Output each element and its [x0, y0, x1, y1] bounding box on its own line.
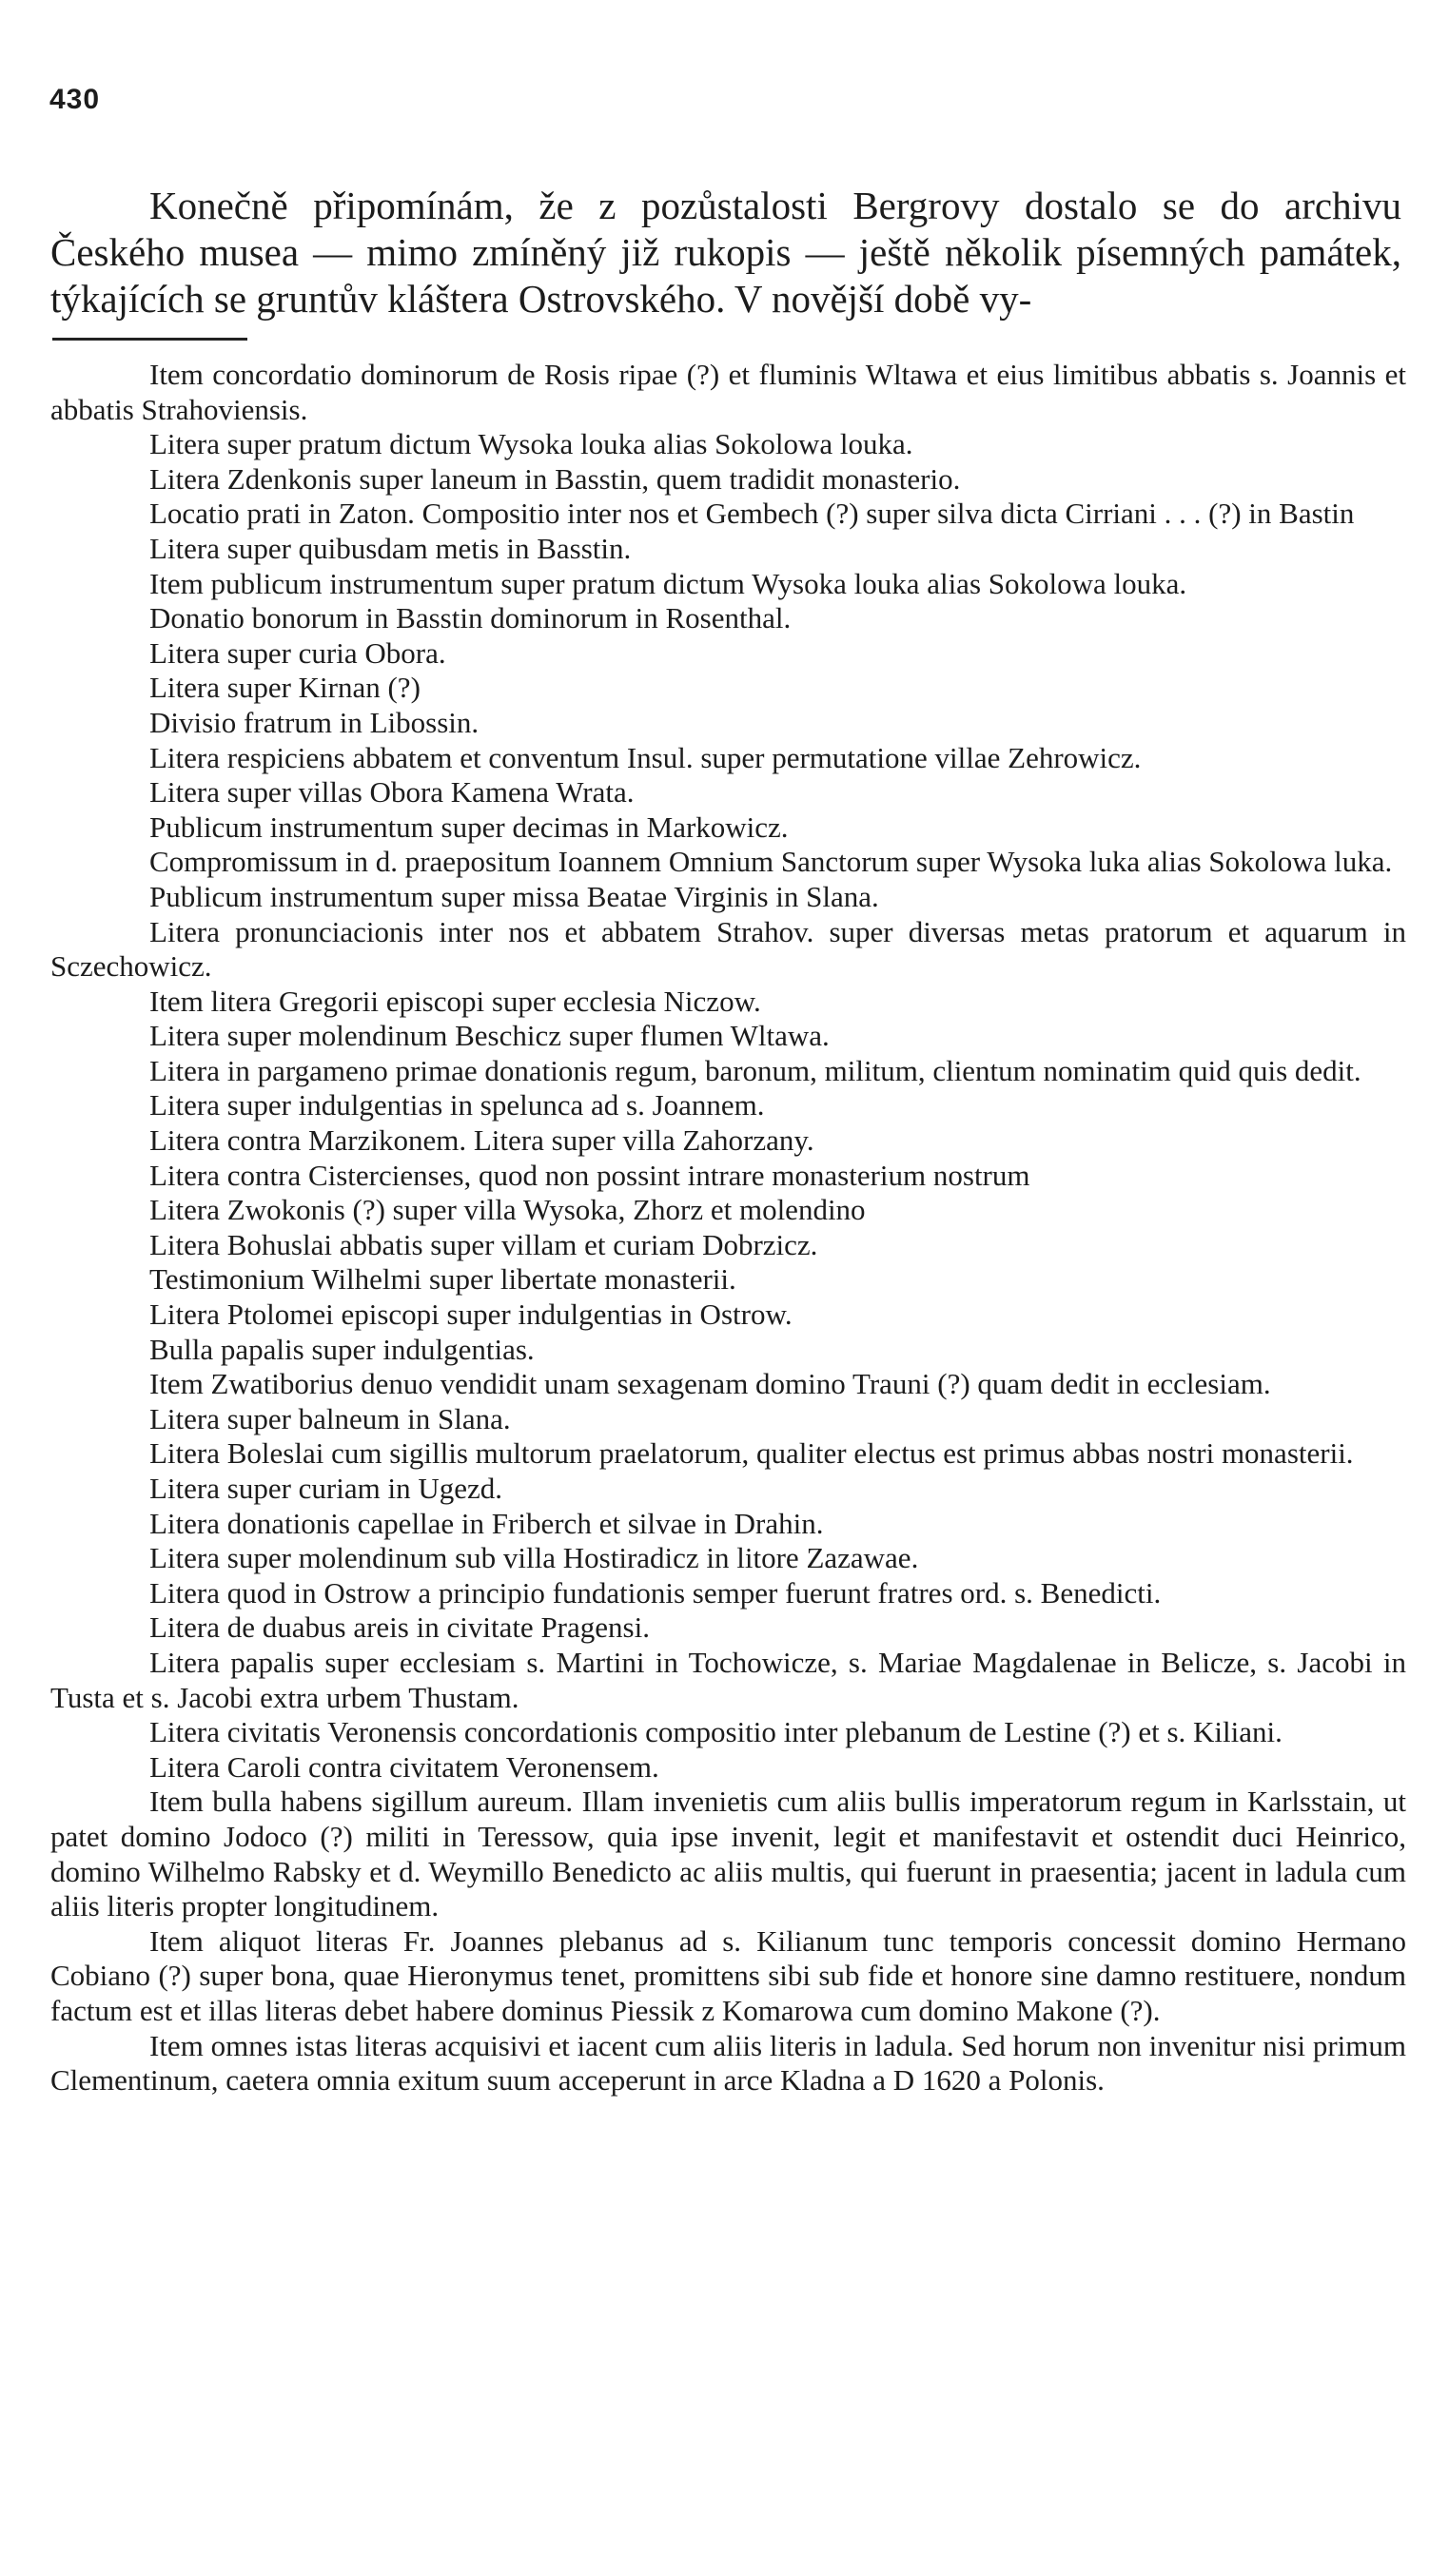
footnote-entry: Litera in pargameno primae donationis regum, baronum, militum, clientum nominatim quid quis dedit.	[149, 1053, 1361, 1087]
footnote-entry: Locatio prati in Zaton. Compositio inter nos et Gembech (?) super silva dicta Cirriani . . . (?) in Bastin	[149, 497, 1355, 531]
footnote-entry: Litera super indulgentias in spelunca ad s. Joannem.	[149, 1088, 765, 1122]
footnote-entry: Litera super balneum in Slana.	[149, 1401, 511, 1435]
footnote-entry: Item litera Gregorii episcopi super ecclesia Niczow.	[149, 984, 761, 1018]
footnote-entry: Litera papalis super ecclesiam s. Martini in Tochowicze, s. Mariae Magdalenae in Belicze, s. Jacobi in Tusta et s. Jacobi extra urbem Thustam.	[50, 1645, 1406, 1714]
footnote-entry: Litera contra Marzikonem. Litera super villa Zahorzany.	[149, 1123, 814, 1158]
footnote-entry: Litera super curia Obora.	[149, 635, 446, 670]
footnote-entry: Litera Caroli contra civitatem Veronensem.	[149, 1749, 659, 1784]
footnote-entry: Litera civitatis Veronensis concordationis compositio inter plebanum de Lestine (?) et s. Kiliani.	[149, 1715, 1283, 1749]
footnote-entry: Publicum instrumentum super decimas in Markowicz.	[149, 810, 789, 844]
footnote-entry: Item omnes istas literas acquisivi et iacent cum aliis literis in ladula. Sed horum non invenitur nisi primum Clementinum, caetera omnia exitum suum acceperunt in arce Kladna a D 1620 a Polonis.	[50, 2028, 1406, 2098]
intro-paragraph	[50, 183, 1401, 322]
footnote-entry: Litera super molendinum Beschicz super flumen Wltawa.	[149, 1019, 830, 1053]
footnote-separator	[52, 338, 247, 341]
footnote-list	[50, 358, 1406, 2098]
footnote-entry: Litera contra Cistercienses, quod non possint intrare monasterium nostrum	[149, 1158, 1030, 1192]
footnote-entry: Litera Zwokonis (?) super villa Wysoka, Zhorz et molendino	[149, 1193, 866, 1227]
footnote-entry: Donatio bonorum in Basstin dominorum in Rosenthal.	[149, 601, 792, 635]
footnote-entry: Litera super curiam in Ugezd.	[149, 1472, 502, 1505]
footnote-entry: Litera Ptolomei episcopi super indulgentias in Ostrow.	[149, 1298, 793, 1332]
footnote-entry: Litera respiciens abbatem et conventum Insul. super permutatione villae Zehrowicz.	[149, 740, 1142, 774]
footnote-entry: Litera super pratum dictum Wysoka louka alias Sokolowa louka.	[149, 427, 913, 461]
footnote-entry: Litera pronunciacionis inter nos et abbatem Strahov. super diversas metas pratorum et aquarum in Sczechowicz.	[50, 914, 1406, 984]
footnote-entry: Litera quod in Ostrow a principio fundationis semper fuerunt fratres ord. s. Benedicti.	[149, 1575, 1162, 1610]
footnote-entry: Testimonium Wilhelmi super libertate monasterii.	[149, 1262, 736, 1297]
footnote-entry: Bulla papalis super indulgentias.	[149, 1332, 535, 1366]
footnote-entry: Litera super villas Obora Kamena Wrata.	[149, 775, 635, 810]
page-number: 430	[49, 84, 101, 115]
footnote-entry: Litera super quibusdam metis in Basstin.	[149, 531, 632, 565]
footnote-entry: Litera super Kirnan (?)	[149, 671, 421, 705]
footnote-entry: Litera de duabus areis in civitate Pragensi.	[149, 1610, 650, 1645]
footnote-entry: Item concordatio dominorum de Rosis ripae (?) et fluminis Wltawa et eius limitibus abbatis s. Joannis et abbatis Strahoviensis.	[50, 358, 1406, 426]
intro-text: Konečně připomínám, že z pozůstalosti Bergrovy dostalo se do archivu Českého musea — mimo zmíněný již rukopis — ještě několik písemných památek, týkajících se gruntův kláštera Ostrovského. V novější době vy-	[50, 184, 1401, 321]
footnote-entry: Litera donationis capellae in Friberch et silvae in Drahin.	[149, 1506, 824, 1540]
footnote-entry: Litera Zdenkonis super laneum in Basstin, quem tradidit monasterio.	[149, 461, 961, 496]
footnote-entry: Item bulla habens sigillum aureum. Illam invenietis cum aliis bullis imperatorum regum in Karlsstain, ut patet domino Jodoco (?) militi in Teressow, quia ipse invenit, legit et manifestavit et ostendit duci Heinrico, domino Wilhelmo Rabsky et d. Weymillo Benedicto ac aliis multis, qui fuerunt in praesentia; jacent in ladula cum aliis literis propter longitudinem.	[50, 1785, 1406, 1923]
footnote-entry: Litera Boleslai cum sigillis multorum praelatorum, qualiter electus est primus abbas nostri monasterii.	[149, 1436, 1354, 1471]
footnote-entry: Item aliquot literas Fr. Joannes plebanus ad s. Kilianum tunc temporis concessit domino Hermano Cobiano (?) super bona, quae Hieronymus tenet, promittens sibi sub fide et honore sine damno restituere, nondum factum est et illas literas debet habere dominus Piessik z Komarowa cum domino Makone (?).	[50, 1923, 1406, 2027]
footnote-entry: Divisio fratrum in Libossin.	[149, 705, 480, 739]
footnote-entry: Publicum instrumentum super missa Beatae Virginis in Slana.	[149, 879, 879, 913]
footnote-entry: Compromissum in d. praepositum Ioannem Omnium Sanctorum super Wysoka luka alias Sokolowa luka.	[149, 845, 1393, 879]
footnote-entry: Item publicum instrumentum super pratum dictum Wysoka louka alias Sokolowa louka.	[149, 566, 1187, 600]
footnote-entry: Item Zwatiborius denuo vendidit unam sexagenam domino Trauni (?) quam dedit in ecclesiam.	[149, 1367, 1271, 1401]
footnote-entry: Litera Bohuslai abbatis super villam et curiam Dobrzicz.	[149, 1227, 818, 1261]
footnote-entry: Litera super molendinum sub villa Hostiradicz in litore Zazawae.	[149, 1541, 919, 1575]
